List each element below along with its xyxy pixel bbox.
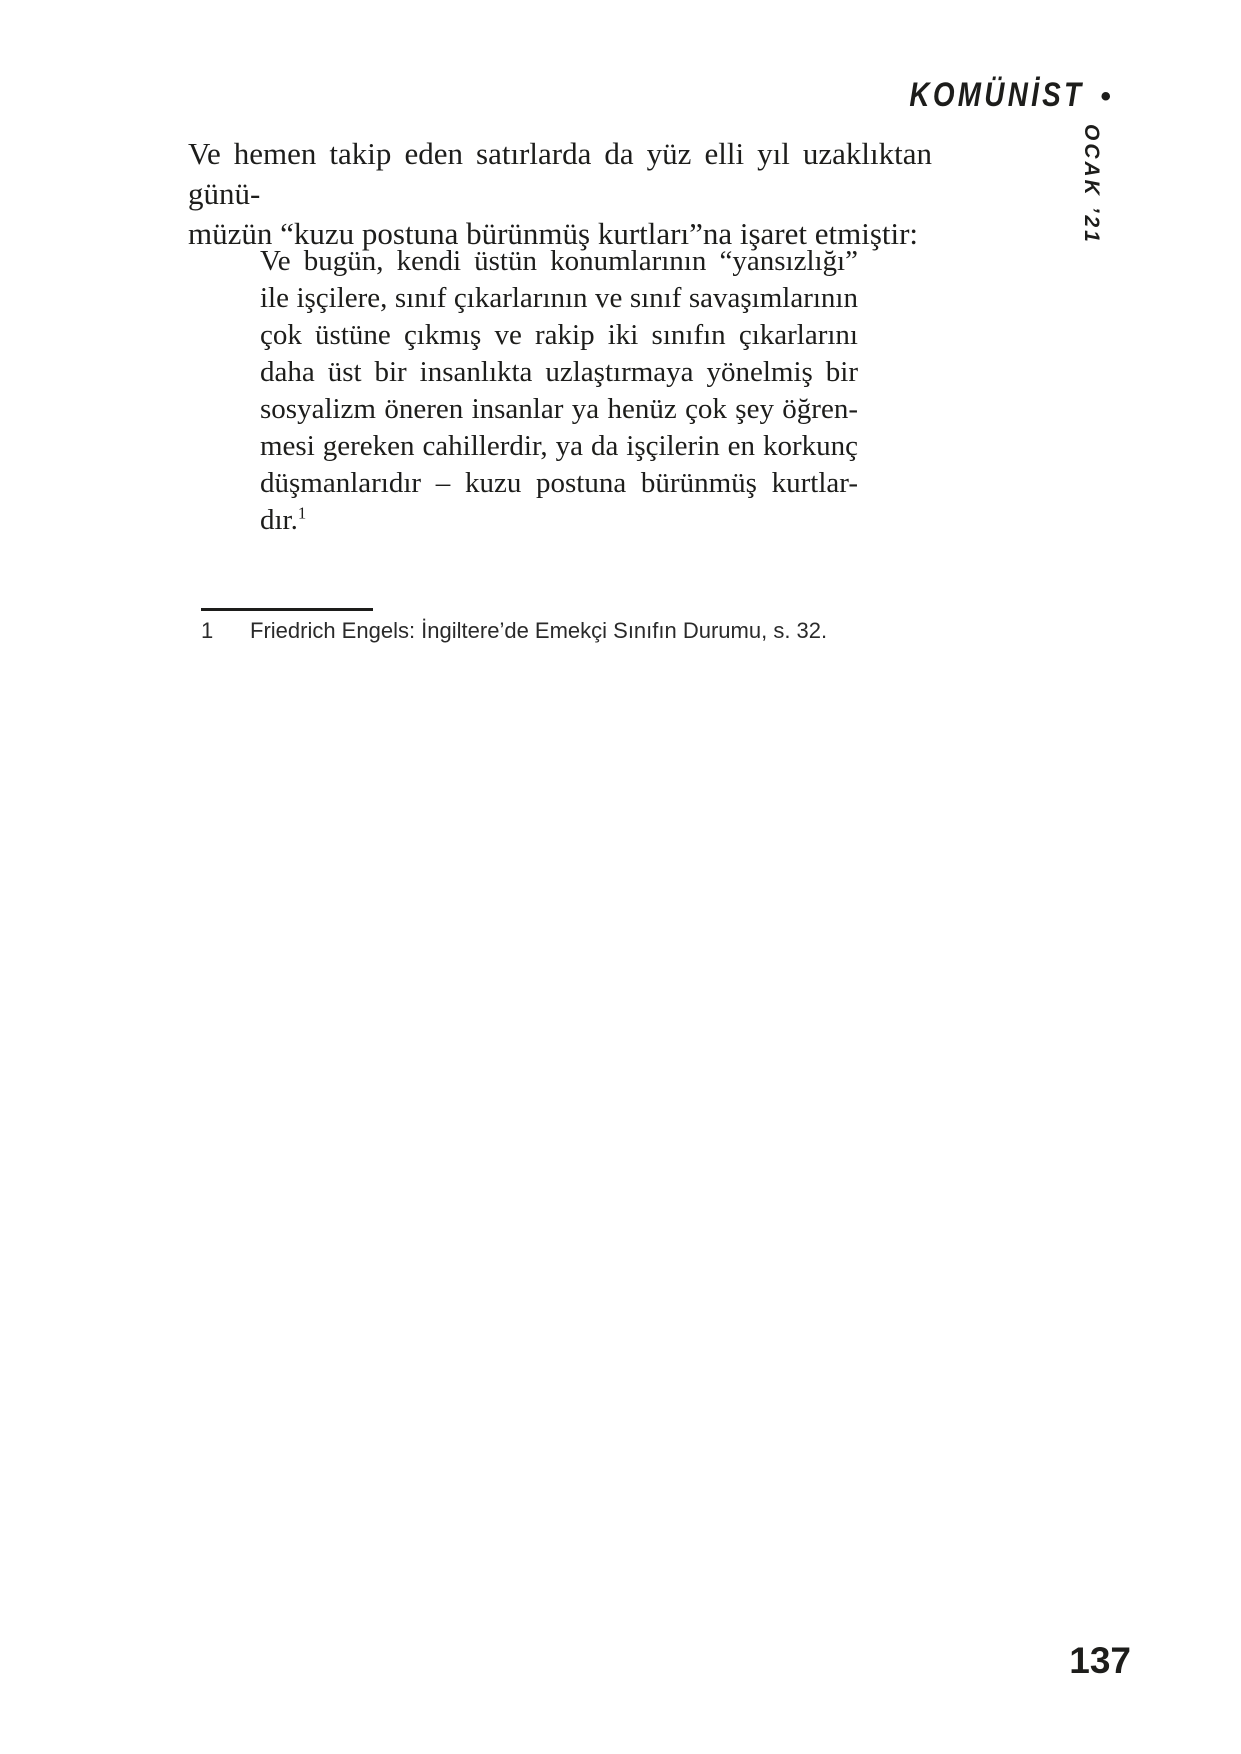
intro-line: müzün “kuzu postuna bürünmüş kurtları”na işaret etmiştir: bbox=[188, 216, 919, 251]
quote-line: mesi gereken cahillerdir, ya da işçilerin en korkunç bbox=[260, 430, 858, 462]
footnote-rule bbox=[201, 608, 373, 611]
magazine-title: KOMÜNİST bbox=[909, 76, 1085, 114]
page-number: 137 bbox=[1069, 1640, 1131, 1681]
issue-date-vertical: OCAK ’21 bbox=[1080, 124, 1103, 245]
quote-line: daha üst bir insanlıkta uzlaştırmaya yönelmiş bir bbox=[260, 356, 858, 388]
footnote-reference-marker: 1 bbox=[297, 503, 307, 523]
intro-line: Ve hemen takip eden satırlarda da yüz elli yıl uzaklıktan günü- bbox=[188, 136, 932, 211]
block-quote bbox=[260, 243, 858, 539]
quote-line: ile işçilere, sınıf çıkarlarının ve sınıf savaşımlarının bbox=[260, 282, 858, 314]
quote-line: sosyalizm öneren insanlar ya henüz çok şey öğren- bbox=[260, 393, 858, 425]
quote-line: düşmanlarıdır – kuzu postuna bürünmüş kurtlar- bbox=[260, 467, 858, 499]
quote-line: Ve bugün, kendi üstün konumlarının “yansızlığı” bbox=[260, 245, 858, 277]
bullet-separator-icon: • bbox=[1100, 79, 1111, 113]
quote-line: çok üstüne çıkmış ve rakip iki sınıfın çıkarlarını bbox=[260, 319, 858, 351]
quote-line bbox=[260, 502, 858, 539]
footnote bbox=[201, 617, 901, 645]
footnote-text: Friedrich Engels: İngiltere’de Emekçi Sınıfın Durumu, s. 32. bbox=[250, 618, 828, 643]
footnote-number: 1 bbox=[201, 618, 214, 643]
magazine-header bbox=[871, 76, 1111, 115]
intro-paragraph bbox=[188, 134, 932, 254]
quote-last-words: dır. bbox=[260, 504, 298, 536]
